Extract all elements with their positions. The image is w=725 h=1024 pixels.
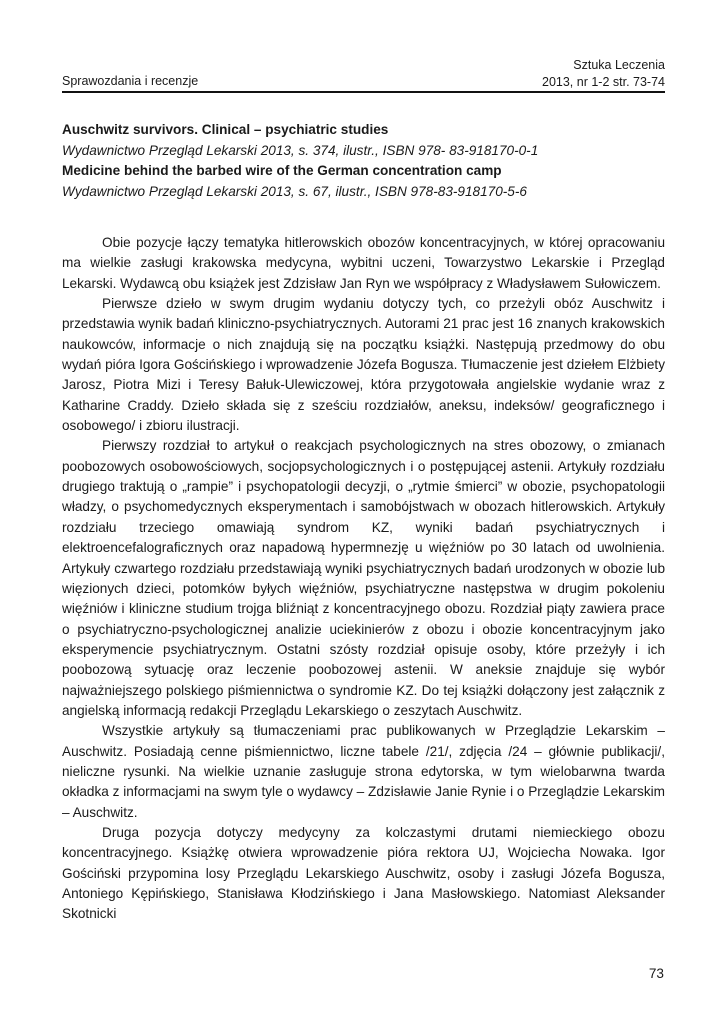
book-title: Medicine behind the barbed wire of the German concentration camp xyxy=(62,163,502,179)
book-title: Auschwitz survivors. Clinical – psychiatric studies xyxy=(62,122,389,137)
journal-info xyxy=(542,57,665,91)
journal-issue: 2013, nr 1-2 str. 73-74 xyxy=(542,75,665,89)
paragraph: Obie pozycje łączy tematyka hitlerowskich obozów koncentracyjnych, w której opracowaniu ma wielkie zasługi krakowska medycyna, wybitni uczeni, Towarzystwo Lekarskie i Przegląd Lekarski. Wydawcą obu książek jest Zdzisław Jan Ryn we współpracy z Władysławem Sułowiczem. xyxy=(62,235,665,291)
book-publication: Wydawnictwo Przegląd Lekarski 2013, s. 67, ilustr., ISBN 978-83-918170-5-6 xyxy=(62,183,527,199)
section-name: Sprawozdania i recenzje xyxy=(62,74,199,88)
reviewed-books xyxy=(62,120,665,202)
book-publication: Wydawnictwo Przegląd Lekarski 2013, s. 374, ilustr., ISBN 978- 83-918170-0-1 xyxy=(62,142,539,158)
paragraph: Druga pozycja dotyczy medycyny za kolczastymi drutami niemieckiego obozu koncentracyjnego. Książkę otwiera wprowadzenie pióra rektora UJ, Wojciecha Nowaka. Igor Gościński przypomina losy Przeglądu Lekarskiego Auschwitz, osoby i zasługi Józefa Bogusza, Antoniego Kępińskiego, Stanisława Kłodzińskiego i Jana Masłowskiego. Natomiast Aleksander Skotnicki xyxy=(62,824,665,922)
header-rule xyxy=(62,91,665,93)
review-body xyxy=(62,233,665,925)
paragraph: Pierwsze dzieło w swym drugim wydaniu dotyczy tych, co przeżyli obóz Auschwitz i przedstawia wynik badań kliniczno-psychiatrycznych. Autorami 21 prac jest 16 znanych krakowskich naukowców, informacje o nich znajdują się na początku książki. Następują przedmowy do obu wydań pióra Igora Gościńskiego i wprowadzenie Józefa Bogusza. Tłumaczenie jest dziełem Elżbiety Jarosz, Piotra Mizi i Teresy Bałuk-Ulewiczowej, która przygotowała angielskie wydanie wraz z Katharine Craddy. Dzieło składa się z sześciu rozdziałów, aneksu, indeksów/ geograficznego i osobowego/ i zbioru ilustracji. xyxy=(62,296,665,434)
running-header xyxy=(62,57,665,93)
page-number: 73 xyxy=(648,966,664,981)
paragraph: Pierwszy rozdział to artykuł o reakcjach psychologicznych na stres obozowy, o zmianach poobozowych osobowościowych, socjopsychologicznych i o postępującej astenii. Artykuły rozdziału drugiego traktują o „rampie” i psychopatologii decyzji, o „rytmie śmierci” w obozie, psychopatologii władzy, o psychomedycznych eksperymentach i samobójstwach w obozach hitlerowskich. Artykuły rozdziału trzeciego omawiają syndrom KZ, wyniki badań psychiatrycznych i elektroencefalograficznych oraz napadową hypermnezję u więźniów po 30 latach od uwolnienia. Artykuły czwartego rozdziału przedstawiają wyniki psychiatrycznych badań urodzonych w obozie lub więzionych dzieci, potomków byłych więźniów, psychiatryczne następstwa w drugim pokoleniu więźniów i kliniczne studium trojga bliźniąt z koncentracyjnego obozu. Rozdział piąty zawiera prace o psychiatryczno-psychologicznej analizie uciekinierów z obozu i obozie koncentracyjnym jako eksperymencie psychiatrycznym. Ostatni szósty rozdział opisuje osoby, które przeżyły i ich poobozową sytuację oraz leczenie poobozowej astenii. W aneksie znajduje się wybór najważniejszego polskiego piśmiennictwa o syndromie KZ. Do tej książki dołączony jest załącznik z angielską informacją redakcji Przeglądu Lekarskiego o zeszytach Auschwitz. xyxy=(62,438,665,718)
journal-title: Sztuka Leczenia xyxy=(573,58,665,72)
paragraph: Wszystkie artykuły są tłumaczeniami prac publikowanych w Przeglądzie Lekarskim – Auschwitz. Posiadają cenne piśmiennictwo, liczne tabele /21/, zdjęcia /24 – głównie publikacji/, nieliczne rysunki. Na wielkie uznanie zasługuje strona edytorska, w tym wielobarwna twarda okładka z informacjami na swym tyle o wydawcy – Zdzisławie Janie Rynie i o Przeglądzie Lekarskim – Auschwitz. xyxy=(62,723,665,820)
